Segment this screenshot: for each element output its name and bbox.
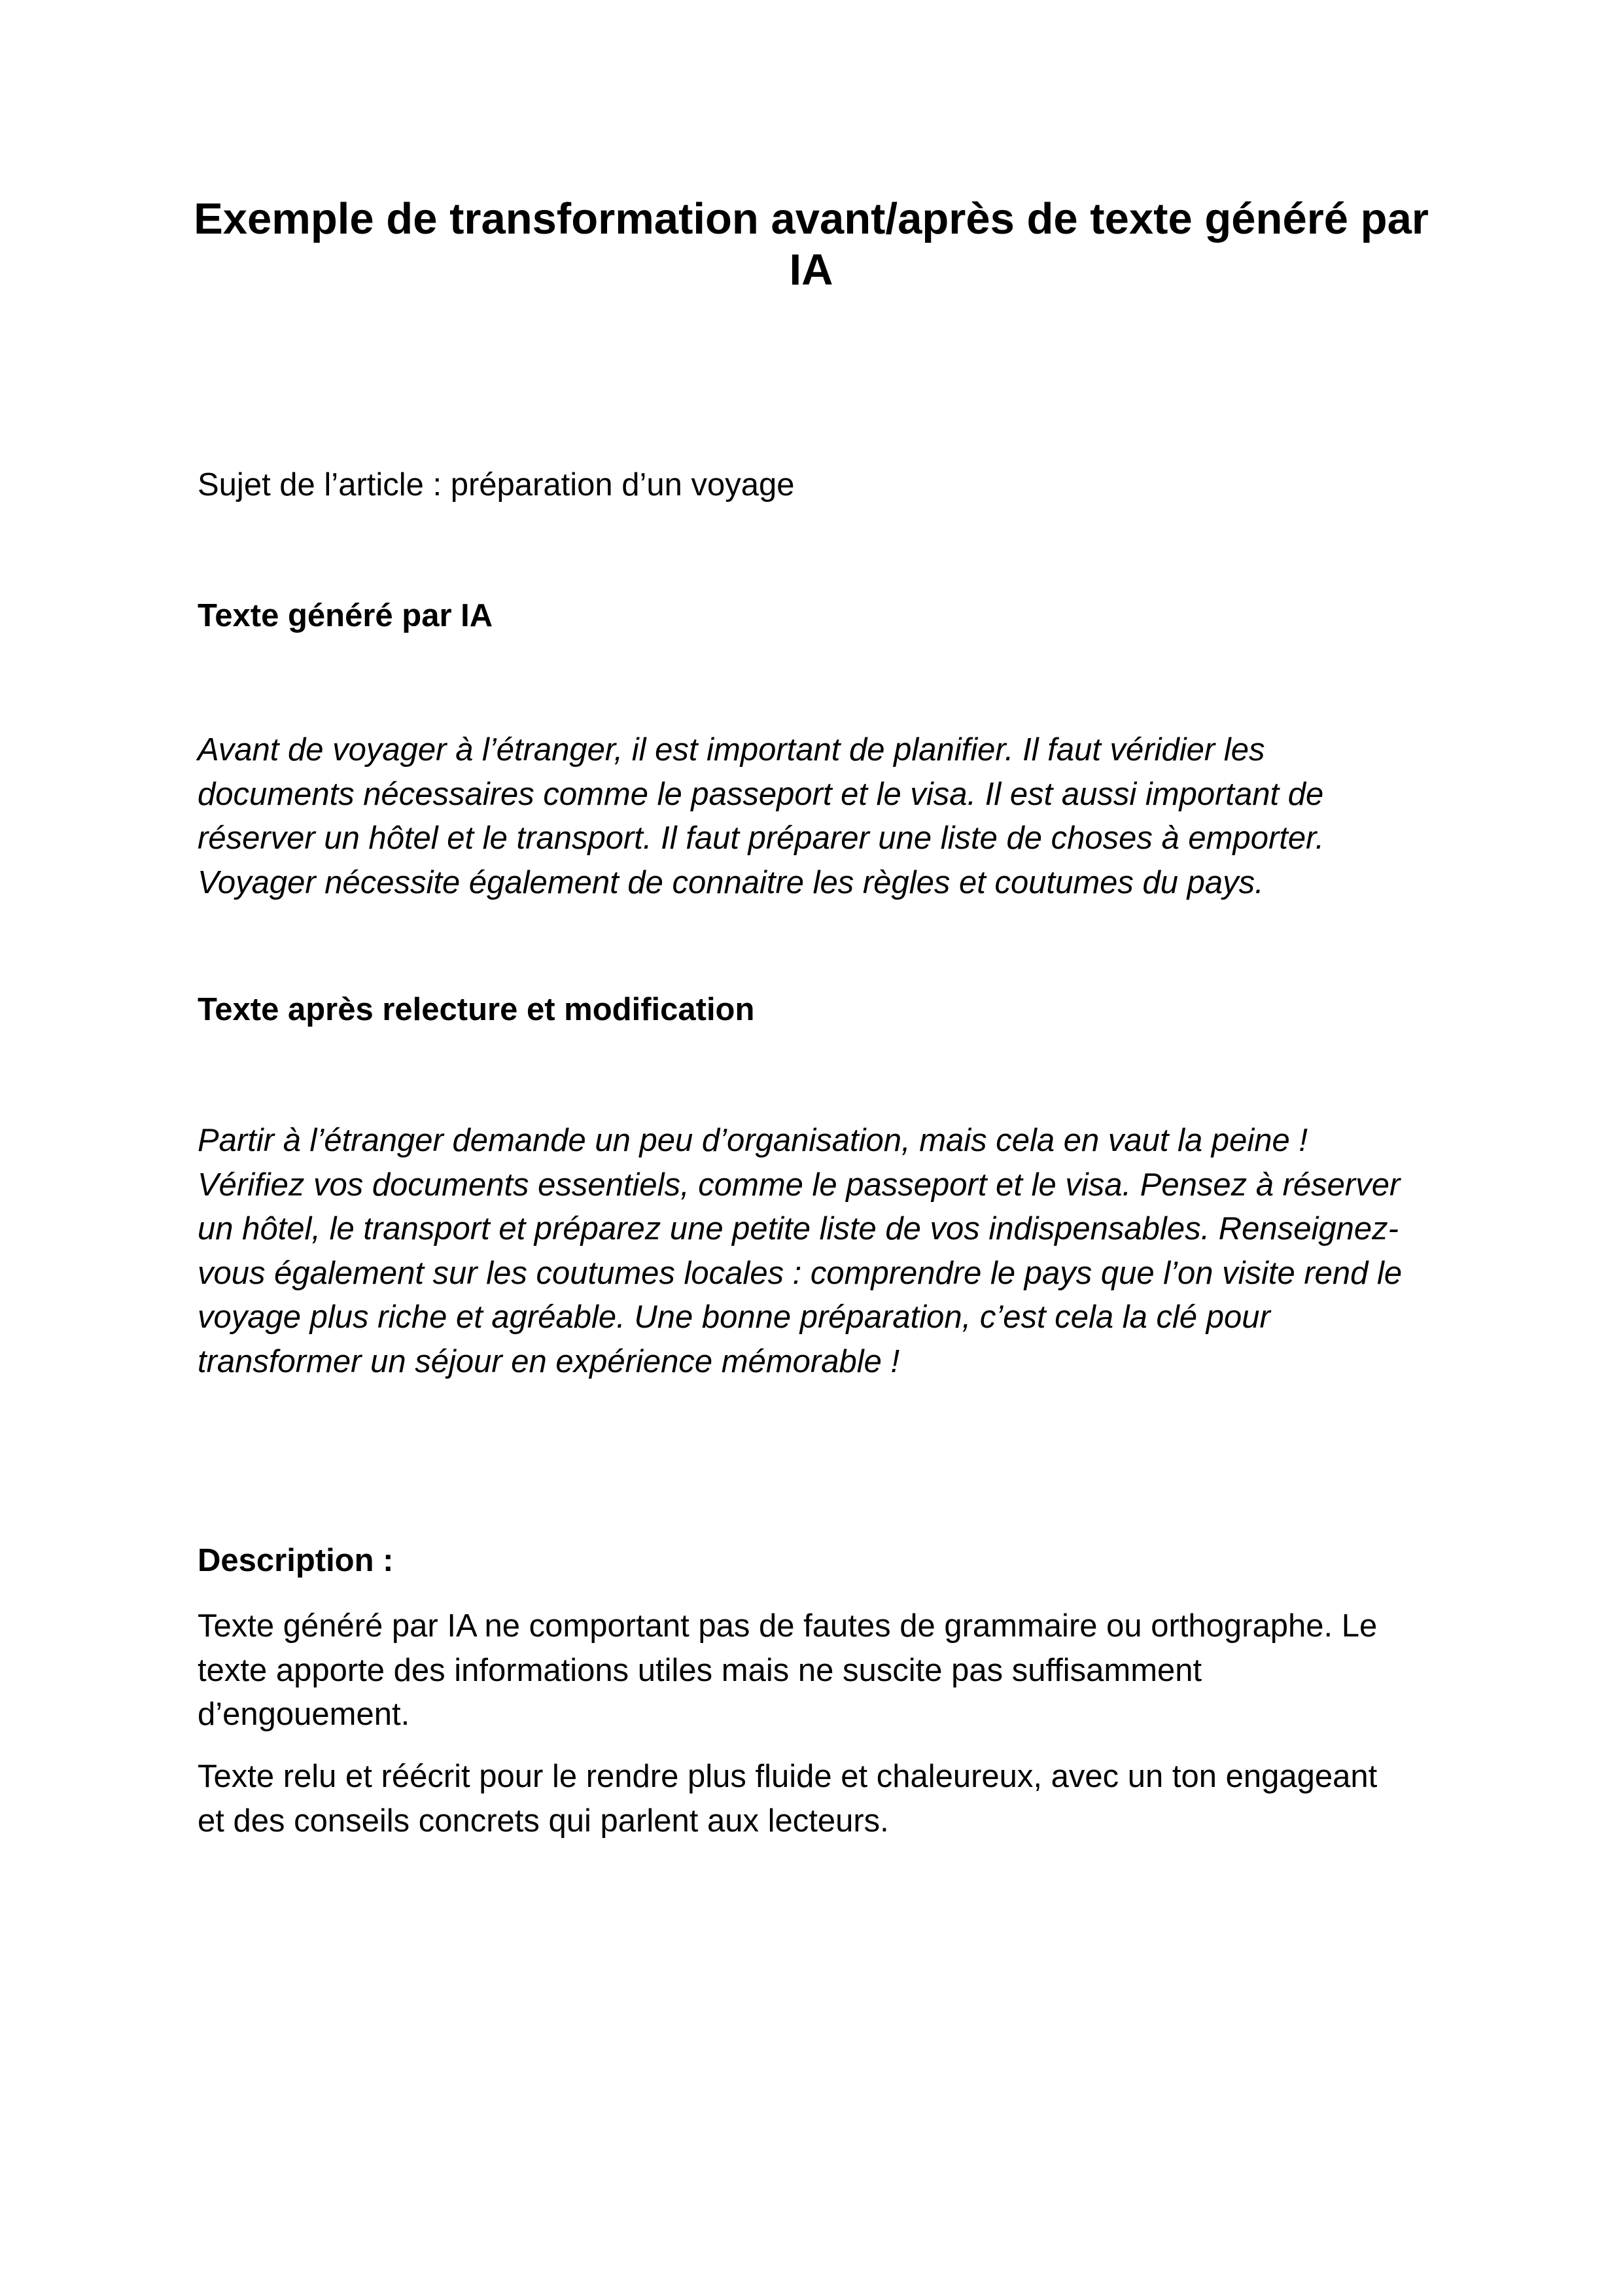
description-paragraph-2 [198,1755,1440,1843]
text-line: documents nécessaires comme le passeport et le visa. Il est aussi important de [198,776,1324,812]
revised-text [198,1119,1440,1384]
description-paragraph-1 [198,1604,1440,1737]
text-line: Voyager nécessite également de connaitre les règles et coutumes du pays. [198,864,1264,900]
text-line: Texte relu et réécrit pour le rendre plus fluide et chaleureux, avec un ton engageant [198,1759,1378,1794]
description-heading: Description : [198,1543,394,1578]
ai-generated-text [198,728,1440,905]
text-line: voyage plus riche et agréable. Une bonne préparation, c’est cela la clé pour [198,1299,1270,1335]
article-subject: Sujet de l’article : préparation d’un voyage [198,467,795,503]
title-line: Exemple de transformation avant/après de texte généré par [194,194,1429,243]
text-line: d’engouement. [198,1697,410,1732]
text-line: Vérifiez vos documents essentiels, comme le passeport et le visa. Pensez à réserver [198,1167,1401,1203]
revised-text-heading: Texte après relecture et modification [198,992,755,1027]
text-line: vous également sur les coutumes locales : comprendre le pays que l’on visite rend le [198,1255,1403,1291]
text-line: un hôtel, le transport et préparez une petite liste de vos indispensables. Renseignez- [198,1211,1399,1246]
text-line: réserver un hôtel et le transport. Il faut préparer une liste de choses à emporter. [198,821,1325,856]
document-title [183,194,1439,296]
title-line: IA [789,245,833,294]
text-line: Texte généré par IA ne comportant pas de fautes de grammaire ou orthographe. Le [198,1608,1378,1644]
ai-text-heading: Texte généré par IA [198,598,493,633]
text-line: Avant de voyager à l’étranger, il est important de planifier. Il faut véridier les [198,732,1265,768]
text-line: Partir à l’étranger demande un peu d’organisation, mais cela en vaut la peine ! [198,1123,1308,1158]
text-line: transformer un séjour en expérience mémorable ! [198,1343,900,1379]
text-line: et des conseils concrets qui parlent aux lecteurs. [198,1803,889,1839]
text-line: texte apporte des informations utiles mais ne suscite pas suffisamment [198,1652,1202,1688]
